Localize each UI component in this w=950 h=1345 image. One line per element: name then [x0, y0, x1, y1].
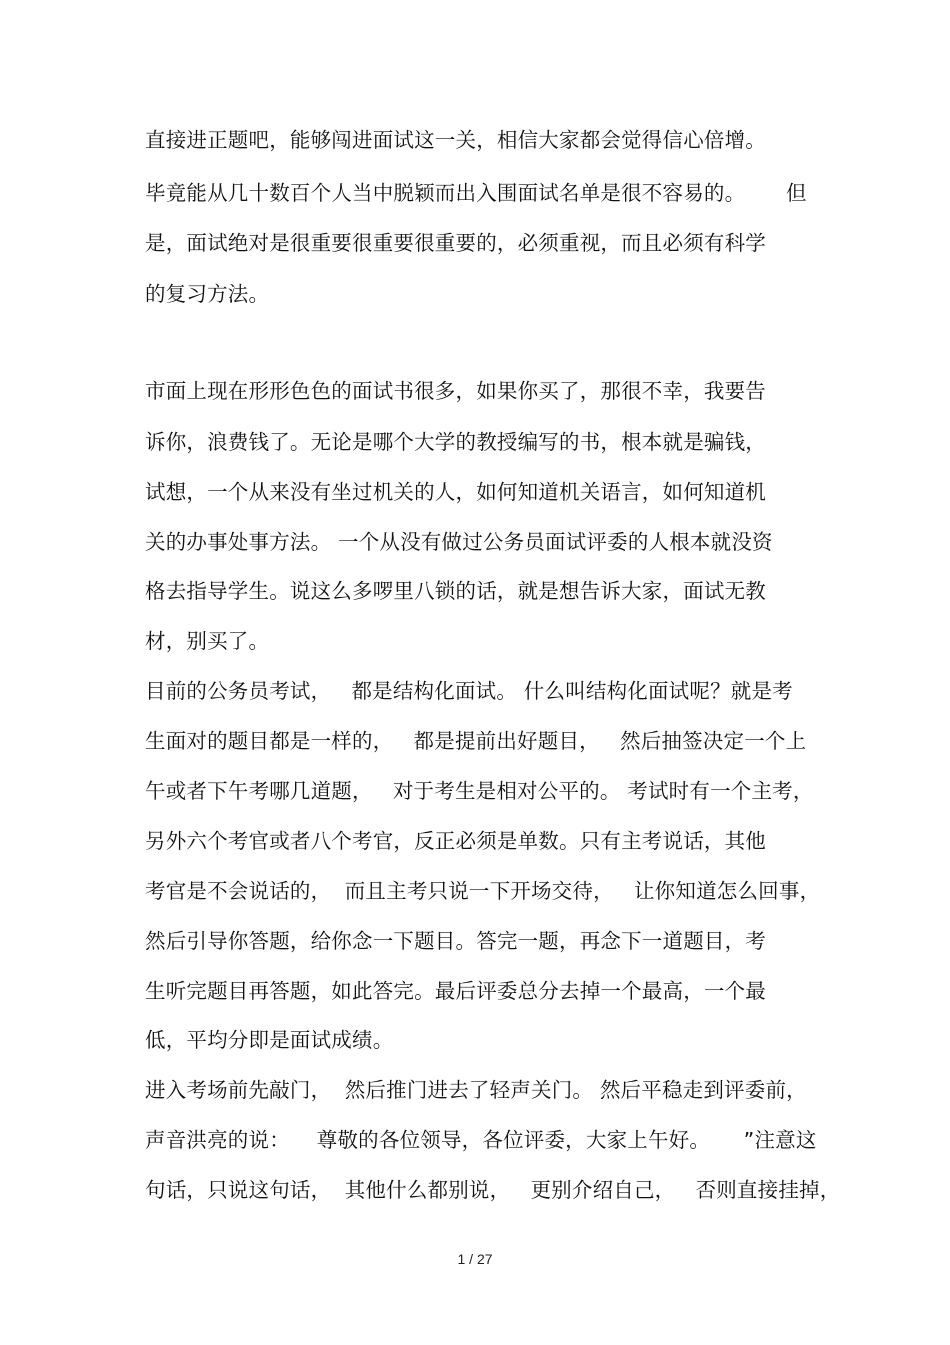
text-line-11: 目前的公务员考试， 都是结构化面试。 什么叫结构化面试呢？就是考 [145, 679, 793, 703]
text-line-15: 考官是不会说话的， 而且主考只说一下开场交待， 让你知道怎么回事， [145, 879, 821, 903]
text-line-9: 格去指导学生。说这么多啰里八锁的话，就是想告诉大家，面试无教 [145, 579, 766, 603]
text-line-1: 直接进正题吧，能够闯进面试这一关，相信大家都会觉得信心倍增。 [145, 128, 766, 152]
text-line-18: 低，平均分即是面试成绩。 [145, 1028, 394, 1052]
text-line-5: 市面上现在形形色色的面试书很多，如果你买了，那很不幸，我要告 [145, 379, 766, 403]
text-line-2: 毕竟能从几十数百个人当中脱颖而出入围面试名单是很不容易的。 [145, 181, 746, 205]
text-line-2-tail: 但 [786, 181, 807, 205]
text-line-12: 生面对的题目都是一样的， 都是提前出好题目， 然后抽签决定一个上 [145, 729, 807, 753]
text-line-4: 的复习方法。 [145, 282, 270, 306]
text-line-19: 进入考场前先敲门， 然后推门进去了轻声关门。 然后平稳走到评委前， [145, 1078, 807, 1102]
page-number: 1 / 27 [457, 1251, 493, 1267]
text-line-13: 午或者下午考哪几道题， 对于考生是相对公平的。 考试时有一个主考， [145, 779, 814, 803]
text-line-17: 生听完题目再答题，如此答完。最后评委总分去掉一个最高，一个最 [145, 979, 766, 1003]
text-line-14: 另外六个考官或者八个考官，反正必须是单数。只有主考说话，其他 [145, 829, 766, 853]
text-line-6: 诉你，浪费钱了。无论是哪个大学的教授编写的书，根本就是骗钱， [145, 430, 766, 454]
text-line-16: 然后引导你答题，给你念一下题目。答完一题，再念下一道题目，考 [145, 929, 766, 953]
text-line-21: 句话，只说这句话， 其他什么都别说， 更别介绍自己， 否则直接挂掉， [145, 1178, 841, 1202]
text-line-8: 关的办事处事方法。 一个从没有做过公务员面试评委的人根本就没资 [145, 530, 773, 554]
text-line-10: 材，别买了。 [145, 629, 270, 653]
text-line-3: 是，面试绝对是很重要很重要很重要的，必须重视，而且必须有科学 [145, 231, 766, 255]
text-line-20: 声音洪亮的说： 尊敬的各位领导，各位评委，大家上午好。 ”注意这 [145, 1128, 817, 1152]
text-line-7: 试想，一个从来没有坐过机关的人，如何知道机关语言，如何知道机 [145, 480, 766, 504]
